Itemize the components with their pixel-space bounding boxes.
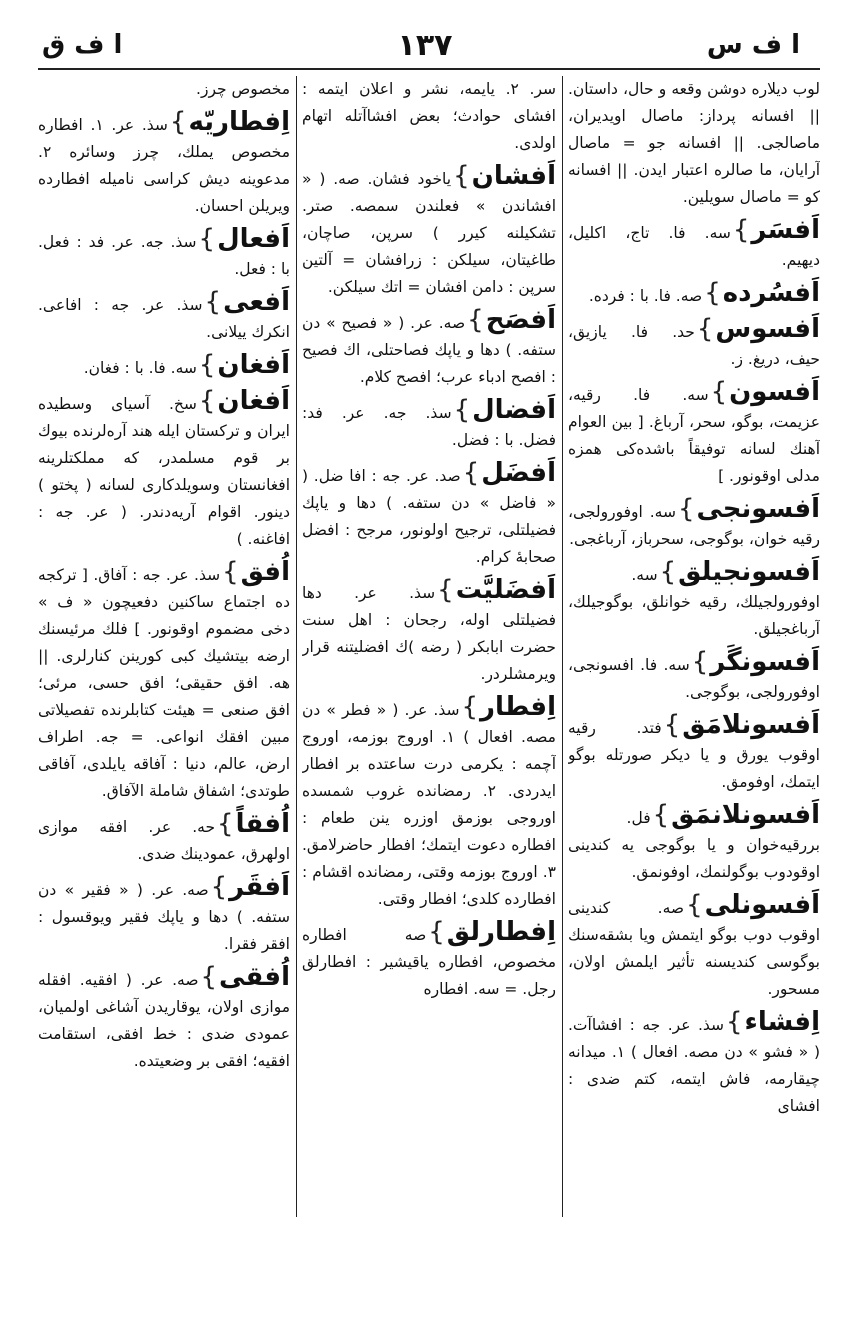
entry-definition: صه. کندینی اوقوب دوب بوگو ایتمش ویا بشقه‌سنك بوگوسی کندیسنه تأثیر ایلمش اولان، مسحور.	[568, 899, 820, 998]
dictionary-entry	[38, 287, 290, 346]
brace-glyph: }	[428, 917, 445, 947]
entry-headword: اَفسون	[729, 377, 820, 407]
brace-glyph: }	[659, 557, 677, 587]
entry-definition: یاخود فشان. صه. ( « افشاندن » فعلندن سمصه. صتر. تشکیلنه کیرر ) سرپن، صاچان، طاغیتان، سیلکن : زرافشان = آلتین سرپن : دامن افشان = اتك سیلکن.	[302, 170, 556, 296]
entry-headword: اِفشاء	[744, 1007, 820, 1037]
entry-definition: سذ. جه. عر. فد : فعل. با : فعل.	[38, 233, 290, 278]
dictionary-entry	[568, 76, 820, 211]
entry-headword: اَفسونلی	[704, 890, 820, 920]
dictionary-entry	[302, 305, 556, 391]
brace-glyph: }	[467, 305, 484, 335]
entry-headword: اَفغان	[217, 386, 290, 416]
brace-glyph: }	[198, 386, 216, 416]
entry-headword: اَفعال	[217, 224, 290, 254]
dictionary-entry	[568, 278, 820, 310]
entry-definition: سذ. عر. ١. افطاره مخصوص یملك، چرز وسائره ٢. مدعوینه دیش کراسی نامیله افطارده ویریلن احسان.	[38, 116, 290, 215]
column-middle	[302, 76, 556, 1227]
entry-definition: حد. فا. یازیق، حیف، دریغ. ز.	[568, 323, 820, 368]
brace-glyph: }	[210, 872, 228, 902]
entry-definition: فل. بررقیه‌خوان و یا بوگوجی یه کندینی اوقودوب بوگولنمك، اوفونمق.	[568, 809, 820, 881]
entry-headword: اَفسونلانمَق	[671, 800, 820, 830]
entry-definition: سه. فا. رقیه، عزیمت، بوگو، سحر، آرباغ. [ بین العوام آهنك لسانه توفيقاً باشده‌کی همزه مدلی اوقونور. ]	[568, 386, 820, 485]
entry-headword: اَفضَل	[481, 458, 556, 488]
dictionary-entry	[302, 692, 556, 913]
entry-definition: فتد. رقیه اوقوب یورق و یا دیکر صورتله بوگو ایتمك، اوفومق.	[568, 719, 820, 791]
dictionary-entry	[568, 557, 820, 643]
brace-glyph: }	[462, 458, 480, 488]
entry-definition: سذ. عر. ( « فطر » دن مصه. افعال ) ١. اوروج بوزمه، اوروج آچمه : یکرمی درت ساعتده بر افطار ایدردی. ٢. رمضانده غروب شمسده اوروجی بوزمق اوزره ینن طعام : افطاره دعوت ایتمك؛ افطار حاضرلامق. ٣. اوروج بوزمه وقتی، رمضانده اقشام : افطارده کلدی؛ افطار وقتی.	[302, 701, 556, 908]
entry-headword: اُفقاً	[235, 809, 290, 839]
entry-headword: اِفطارلق	[446, 917, 556, 947]
brace-glyph: }	[710, 377, 728, 407]
brace-glyph: }	[691, 647, 709, 677]
brace-glyph: }	[696, 314, 714, 344]
entry-headword: اِفطاریّه	[188, 107, 290, 137]
dictionary-entry	[38, 557, 290, 805]
brace-glyph: }	[677, 494, 695, 524]
brace-glyph: }	[652, 800, 670, 830]
entry-definition: صد. عر. جه : افا ضل. ( « فاضل » دن ستفه. ) دها و یاپك فضیلتلی، ترجیح اولونور، مرجح : افضل صحابهٔ کرام.	[302, 467, 556, 566]
entry-definition: صه. عر. ( « فصیح » دن ستفه. ) دها و یاپك فصاحتلی، اك فصیح : افصح ادباء عرب؛ افصح کلام.	[302, 314, 556, 386]
brace-glyph: }	[453, 161, 470, 191]
brace-glyph: }	[169, 107, 187, 137]
dictionary-entry	[38, 962, 290, 1075]
entry-headword: اَفغان	[217, 350, 290, 380]
brace-glyph: }	[222, 557, 239, 587]
brace-glyph: }	[732, 215, 750, 245]
brace-glyph: }	[704, 278, 721, 308]
entry-definition: صه. فا. با : فرده.	[588, 287, 703, 305]
dictionary-entry	[302, 76, 556, 157]
brace-glyph: }	[663, 710, 681, 740]
dictionary-entry	[568, 800, 820, 886]
entry-headword: اَفسونلامَق	[682, 710, 820, 740]
column-right	[568, 76, 820, 1227]
entry-headword: اَفضال	[472, 395, 556, 425]
brace-glyph: }	[204, 287, 222, 317]
entry-headword: اَفصَح	[485, 305, 556, 335]
entry-definition: صه افطاره مخصوص، افطاره یاقیشیر : افطارلق رجل. = سه. افطاره	[302, 926, 556, 998]
dictionary-entry	[38, 872, 290, 958]
entry-definition: سه. اوفورولجیلك، رقیه خوانلق، بوگوجیلك، آرباغجیلق.	[568, 566, 820, 638]
brace-glyph: }	[453, 395, 471, 425]
brace-glyph: }	[437, 575, 454, 605]
brace-glyph: }	[726, 1007, 743, 1037]
entry-headword: اِفطار	[480, 692, 556, 722]
page-number: ١٣٧	[397, 28, 453, 63]
dictionary-entry	[568, 890, 820, 1003]
entry-definition: سذ. عر. جه : افشاآت. ( « فشو » دن مصه. افعال ) ١. میدانه چیقارمه، فاش ایتمه، کتم ضدی : افشای	[568, 1016, 820, 1115]
dictionary-entry	[38, 386, 290, 553]
entry-definition: سذ. عر. دها فضیلتلی اوله، رجحان : اهل سنت حضرت ابابکر ( رضه )ك افضلیتنه قرار ویرمشلردر.	[302, 584, 556, 683]
entry-definition: سذ. عر. جه : افاعی. انکرك ییلانی.	[38, 296, 290, 341]
entry-definition: سه. فا. با : فغان.	[83, 359, 197, 377]
entry-headword: اَفسونگَر	[710, 647, 820, 677]
entry-definition: سذ. جه. عر. فد: فضل. با : فضل.	[302, 404, 556, 449]
entry-definition: سخ. آسیای وسطیده ایران و ترکستان ایله هند آره‌لرنده بیوك بر قوم مسلمدر، که مملکتلرینه افغانستان وسویلدکاری لسانه ( پختو ) دینور. اقوام آریه‌دندر. ( عر. جه : افاغنه. )	[38, 395, 290, 548]
entry-definition: سه. اوفورولجی، رقیه خوان، بوگوجی، سحرباز، آرباغجی.	[568, 503, 820, 548]
entry-definition: صه. عر. ( افقیه. افقله موازی اولان، یوقاریدن آشاغی اولمیان، عمودی ضدی : خط افقی، استقامت افقیه؛ افقی بر وضعیتده.	[38, 971, 290, 1070]
dictionary-entry	[302, 575, 556, 688]
entry-headword: اَفسونجی	[696, 494, 820, 524]
entry-headword: اَفقَر	[229, 872, 290, 902]
entry-headword: اُفق	[240, 557, 290, 587]
dictionary-entry	[38, 809, 290, 868]
entry-headword: اَفضَلیَّت	[455, 575, 556, 605]
dictionary-entry	[568, 314, 820, 373]
entry-headword: اَفسَر	[751, 215, 820, 245]
entry-headword: اَفسُرده	[722, 278, 820, 308]
entry-definition: سه. فا. تاج، اکلیل، دیهیم.	[568, 224, 820, 269]
brace-glyph: }	[198, 224, 216, 254]
entry-definition: لوب دیلاره دوشن وقعه و حال، داستان. || افسانه پرداز: ماصال اویدیران، ماصالجی. || افسانه جو = ماصال آرایان، ما صالره اعتبار ایدن. || افسانه کو = ماصال سویلین.	[568, 80, 820, 206]
dictionary-entry	[38, 350, 290, 382]
entry-headword: اُفقی	[219, 962, 290, 992]
entry-headword: اَفعی	[223, 287, 290, 317]
dictionary-entry	[568, 494, 820, 553]
header-left-guide-word: ا ف ق	[42, 30, 123, 60]
dictionary-entry	[302, 917, 556, 1003]
entry-definition: صه. عر. ( « فقیر » دن ستفه. ) دها و یاپك فقیر ویوقسول : افقر فقرا.	[38, 881, 290, 953]
header-right-guide-word: ا ف س	[706, 30, 800, 60]
dictionary-entry	[38, 224, 290, 283]
dictionary-entry	[568, 710, 820, 796]
dictionary-entry	[568, 647, 820, 706]
entry-headword: اَفشان	[471, 161, 556, 191]
dictionary-entry	[302, 161, 556, 301]
dictionary-entry	[302, 458, 556, 571]
dictionary-entry	[302, 395, 556, 454]
column-divider	[296, 76, 297, 1217]
entry-headword: اَفسوس	[715, 314, 820, 344]
page-header	[30, 28, 820, 66]
brace-glyph: }	[198, 350, 216, 380]
entry-definition: سر. ٢. یایمه، نشر و اعلان ایتمه : افشای حوادث؛ بعض افشاآتله اتهام اولدی.	[302, 80, 556, 152]
entry-definition: حه. عر. افقه موازی اولهرق، عمودینك ضدی.	[38, 818, 290, 863]
dictionary-entry	[568, 1007, 820, 1120]
brace-glyph: }	[461, 692, 478, 722]
entry-definition: مخصوص چرز.	[196, 80, 290, 98]
entry-definition: سذ. عر. جه : آفاق. [ ترکجه ده اجتماع ساکنین دفعیچون « ف » دخی مضموم اوقونور. ] فلك مرئیسنك ارضه بیتشیك کبی کورینن کنارلری. || هه. افق حقیقی؛ افق حسی، مرئی؛ افق صنعی = هیئت کتابلرنده تفصیلاتی مبین افقك انواعی. = جه. اطراف ارض، عالم، دنیا : آفاقه یایلدی، آفاقی طوتدی؛ اشفاق شاملة الآفاق.	[38, 566, 290, 800]
column-left	[38, 76, 290, 1227]
dictionary-entry	[568, 377, 820, 490]
dictionary-entry	[38, 76, 290, 103]
brace-glyph: }	[217, 809, 234, 839]
brace-glyph: }	[200, 962, 218, 992]
entry-headword: اَفسونجیلق	[678, 557, 820, 587]
brace-glyph: }	[686, 890, 703, 920]
column-divider	[562, 76, 563, 1217]
dictionary-entry	[568, 215, 820, 274]
entry-definition: سه. فا. افسونجی، اوفورولجی، بوگوجی.	[568, 656, 820, 701]
dictionary-entry	[38, 107, 290, 220]
header-rule	[38, 68, 820, 70]
